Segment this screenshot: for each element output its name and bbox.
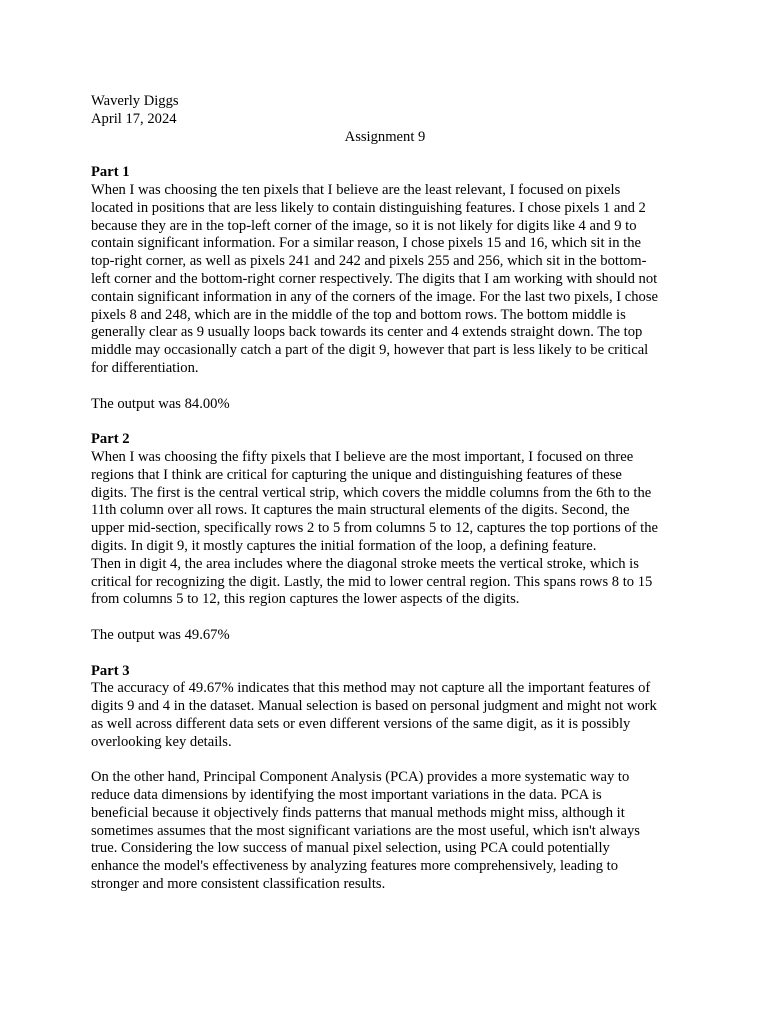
part1-line: left corner and the bottom-right corner respectively. The digits that I am working with should not: [91, 270, 658, 287]
part2-heading: Part 2: [91, 431, 130, 448]
part2-line: from columns 5 to 12, this region captures the lower aspects of the digits.: [91, 591, 520, 608]
part3-line: overlooking key details.: [91, 733, 232, 750]
part3-heading: Part 3: [91, 662, 130, 679]
part1-line: When I was choosing the ten pixels that I believe are the least relevant, I focused on pixels: [91, 181, 621, 198]
part2-line: upper mid-section, specifically rows 2 to 5 from columns 5 to 12, captures the top portions of the: [91, 520, 659, 537]
part3-line: On the other hand, Principal Component Analysis (PCA) provides a more systematic way to: [91, 769, 630, 786]
part1-line: because they are in the top-left corner of the image, so it is not likely for digits like 4 and 9 to: [91, 217, 637, 234]
part3-line: stronger and more consistent classification results.: [91, 876, 386, 893]
part3-line: The accuracy of 49.67% indicates that this method may not capture all the important features of: [91, 680, 651, 697]
document-date: April 17, 2024: [91, 110, 177, 127]
part1-line: pixels 8 and 248, which are in the middle of the top and bottom rows. The bottom middle is: [91, 306, 626, 323]
part1-line: located in positions that are less likely to contain distinguishing features. I chose pixels 1 and 2: [91, 199, 646, 216]
part2-line: critical for recognizing the digit. Lastly, the mid to lower central region. This spans rows 8 to 15: [91, 573, 653, 590]
part1-line: middle may occasionally catch a part of the digit 9, however that part is less likely to be critical: [91, 342, 649, 359]
part2-line: Then in digit 4, the area includes where the diagonal stroke meets the vertical stroke, which is: [91, 555, 639, 572]
part1-line: for differentiation.: [91, 359, 199, 376]
part2-line: digits. The first is the central vertical strip, which covers the middle columns from the 6th to the: [91, 484, 652, 501]
part2-line: 11th column over all rows. It captures the main structural elements of the digits. Second, the: [91, 502, 630, 519]
part2-paragraph: [91, 449, 679, 609]
part3-line: sometimes assumes that the most significant variations are the most useful, which isn't always: [91, 822, 640, 839]
part3-line: digits 9 and 4 in the dataset. Manual selection is based on personal judgment and might not work: [91, 698, 657, 715]
part3-paragraph-2: [91, 769, 679, 894]
part2-line: When I was choosing the fifty pixels that I believe are the most important, I focused on three: [91, 448, 634, 465]
part3-line: beneficial because it objectively finds patterns that manual methods might miss, although it: [91, 804, 625, 821]
document-title: Assignment 9: [344, 128, 426, 145]
part1-heading: Part 1: [91, 164, 130, 181]
part2-line: regions that I think are critical for capturing the unique and distinguishing features of these: [91, 466, 622, 483]
part1-output: The output was 84.00%: [91, 395, 230, 412]
author-name: Waverly Diggs: [91, 93, 179, 109]
part3-line: enhance the model's effectiveness by analyzing features more comprehensively, leading to: [91, 858, 618, 875]
part1-line: contain significant information in any of the corners of the image. For the last two pixels, I chose: [91, 288, 658, 305]
part1-line: generally clear as 9 usually loops back towards its center and 4 extends straight down. The top: [91, 324, 643, 341]
part2-output: The output was 49.67%: [91, 626, 230, 643]
part1-line: contain significant information. For a similar reason, I chose pixels 15 and 16, which sit in the: [91, 235, 641, 252]
part3-line: reduce data dimensions by identifying the most important variations in the data. PCA is: [91, 787, 602, 804]
part3-paragraph-1: [91, 680, 679, 751]
document-page: [91, 93, 679, 894]
part3-line: true. Considering the low success of manual pixel selection, using PCA could potentially: [91, 840, 610, 857]
part1-line: top-right corner, as well as pixels 241 and 242 and pixels 255 and 256, which sit in the bottom-: [91, 253, 647, 270]
part2-line: digits. In digit 9, it mostly captures the initial formation of the loop, a defining feature.: [91, 537, 597, 554]
part3-line: as well across different data sets or even different versions of the same digit, as it is possibly: [91, 715, 631, 732]
part1-paragraph: [91, 182, 679, 378]
